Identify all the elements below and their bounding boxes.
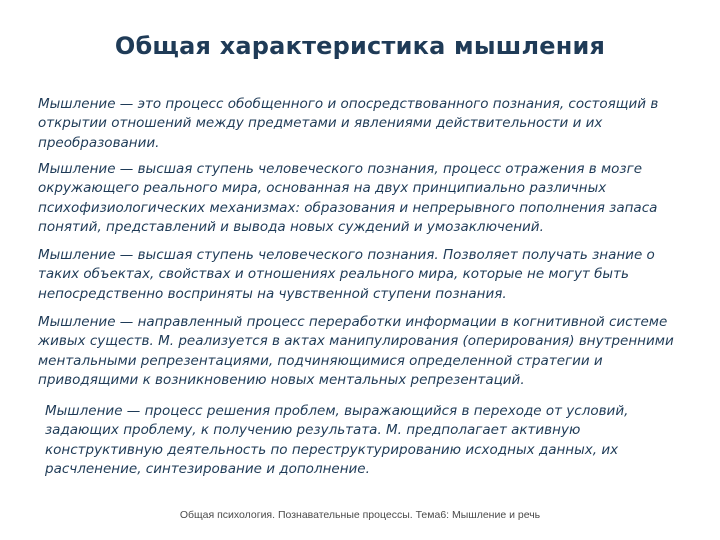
definition-paragraph-1: Мышление — это процесс обобщенного и опосредствованного познания, состоящий в открытии отношений между предметами и явлениями действительности и их преобразовании. (38, 96, 659, 151)
definition-paragraph-3: Мышление — высшая ступень человеческого познания. Позволяет получать знание о таких объектах, свойствах и отношениях реального мира, которые не могут быть непосредственно восприняты на чувственной ступени познания. (38, 247, 655, 302)
definition-paragraph-5: Мышление — процесс решения проблем, выражающийся в переходе от условий, задающих проблему, к получению результата. М. предполагает активную конструктивную деятельность по переструктурированию исходных данных, их расчленение, синтезирование и дополнение. (45, 403, 629, 477)
slide-footer: Общая психология. Познавательные процессы. Тема6: Мышление и речь (179, 509, 541, 521)
definition-paragraph-2: Мышление — высшая ступень человеческого познания, процесс отражения в мозге окружающего реального мира, основанная на двух принципиально различных психофизиологических механизмах: образования и непрерывного пополнения запаса понятий, представлений и вывода новых суждений и умозаключений. (38, 161, 658, 235)
slide-title: Общая характеристика мышления (114, 32, 606, 60)
definition-paragraph-4: Мышление — направленный процесс переработки информации в когнитивной системе живых существ. М. реализуется в актах манипулирования (оперирования) внутренними ментальными репрезентациями, подчиняющимися определенной стратегии и приводящими к возникновению новых ментальных репрезентаций. (38, 314, 674, 388)
